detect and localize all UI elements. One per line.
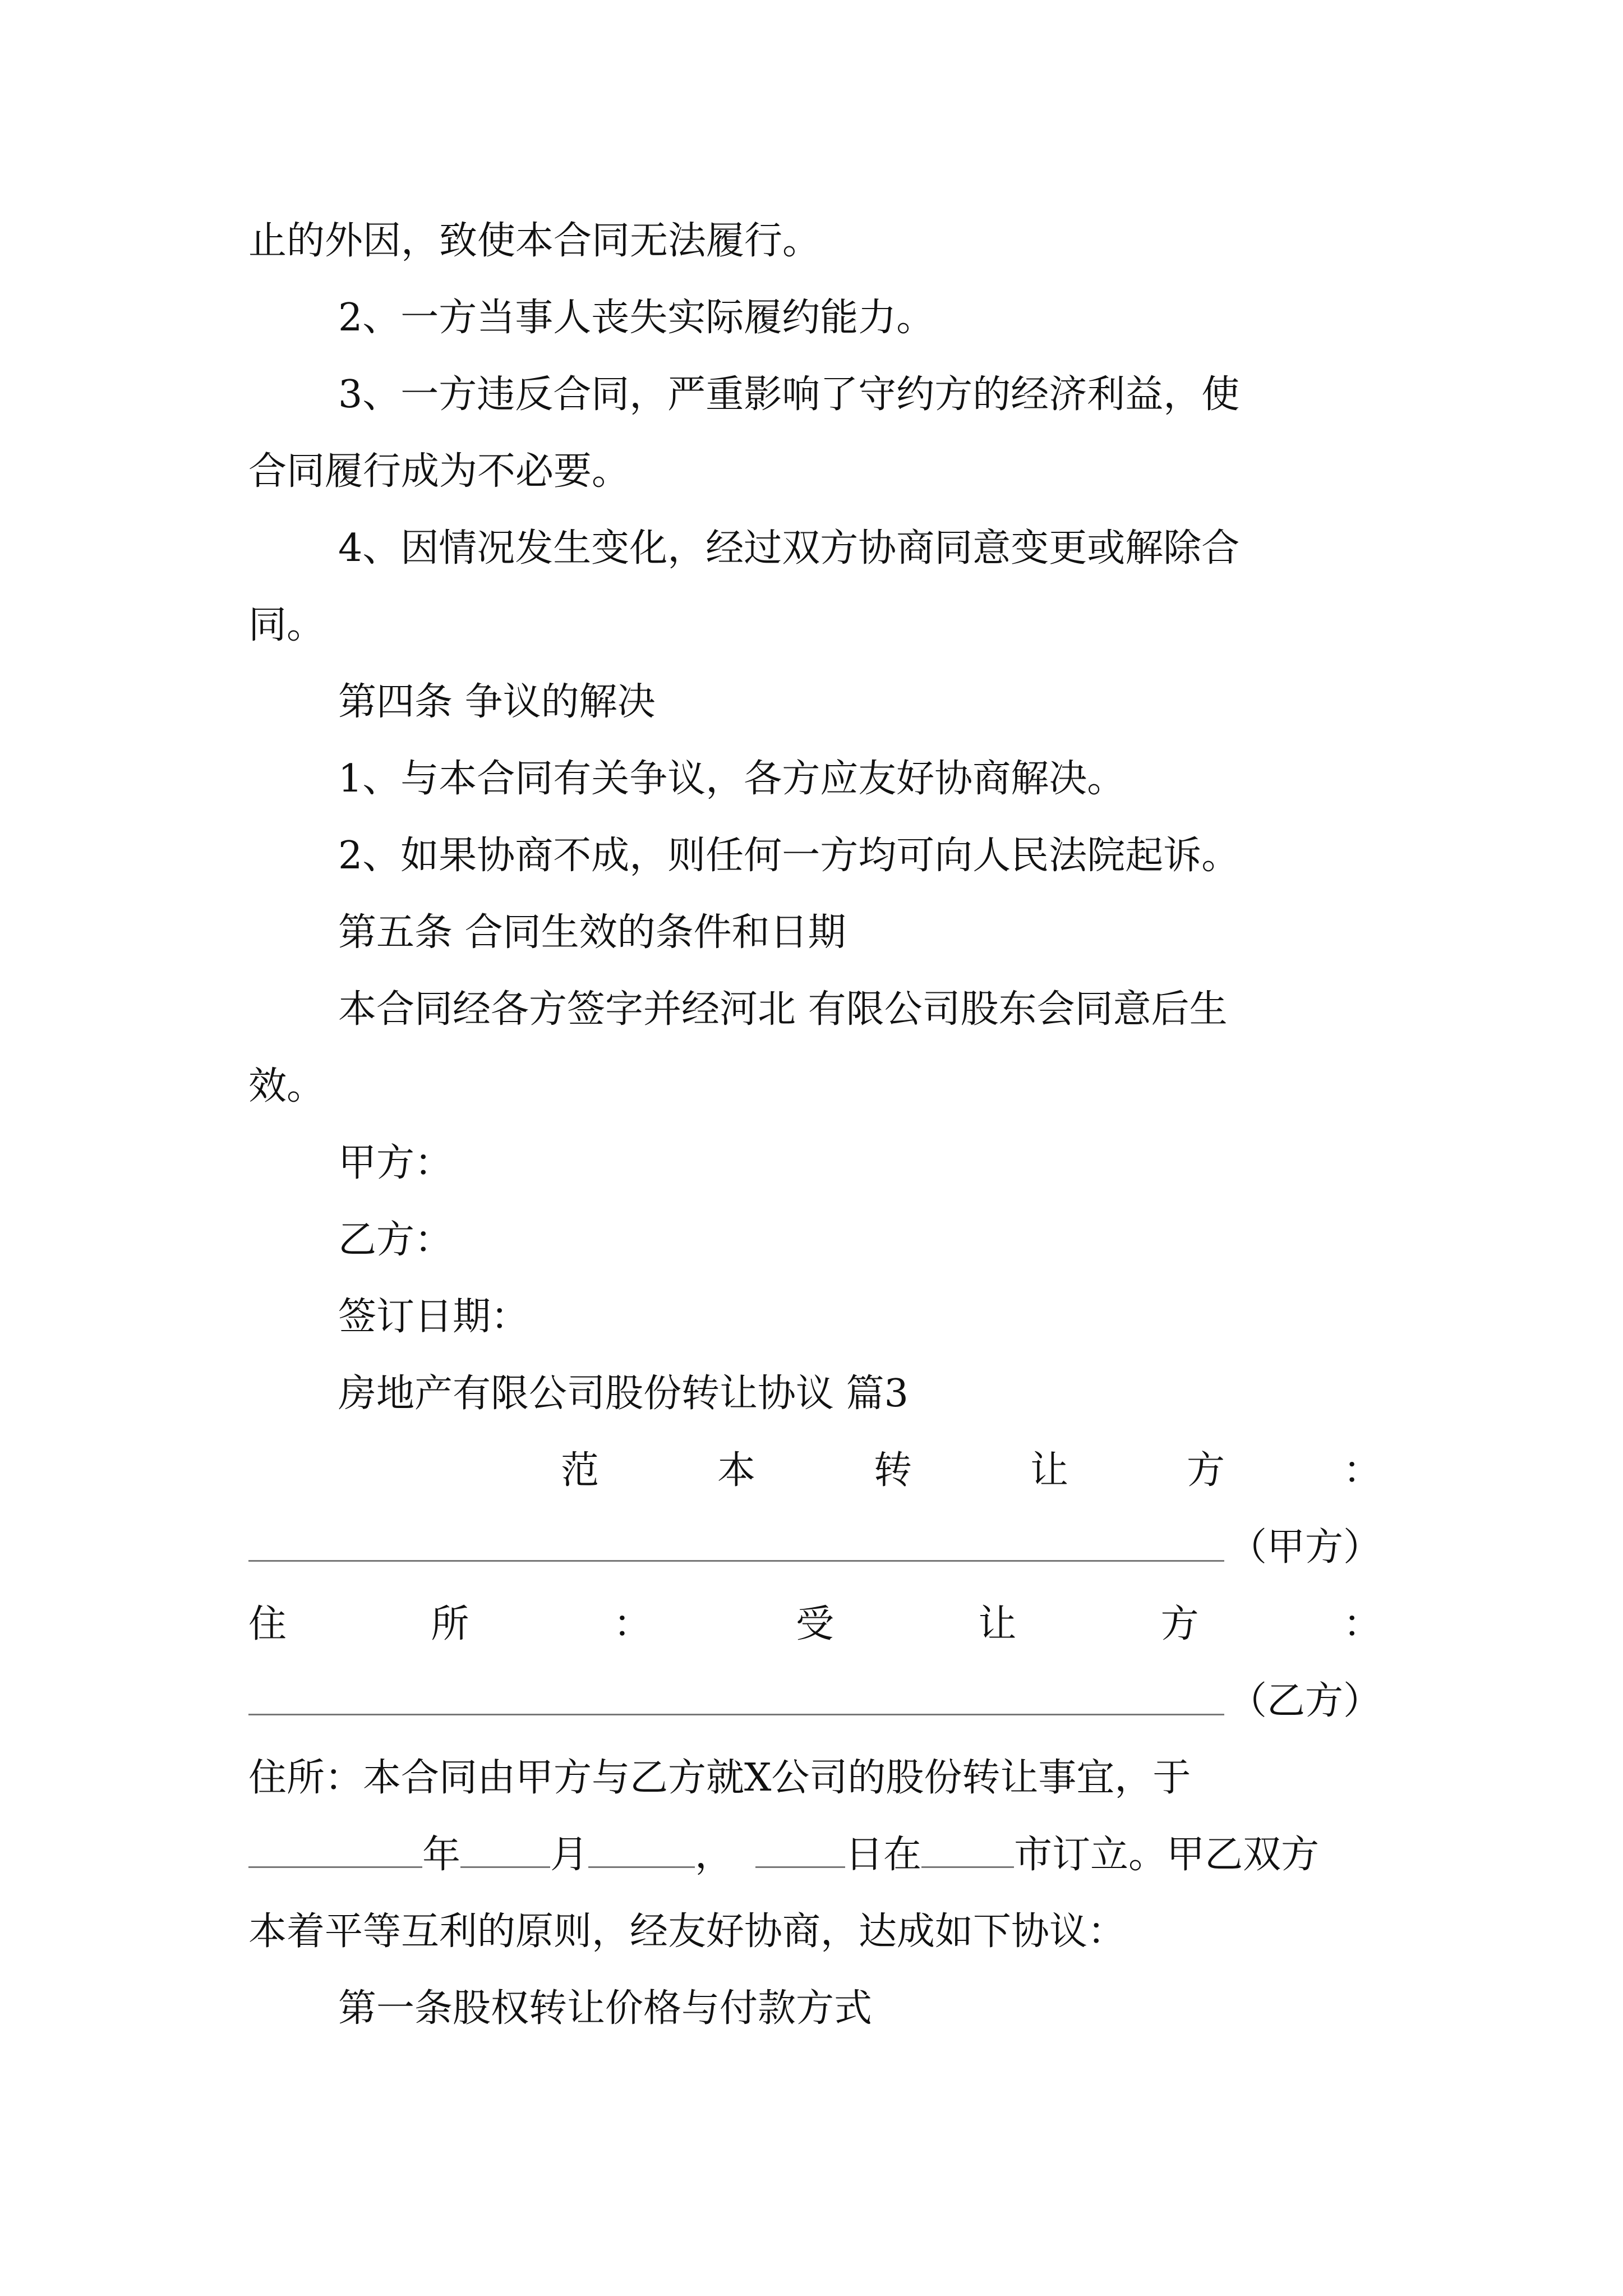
label-char: 住 xyxy=(248,1602,287,1646)
day-at-label: 日在 xyxy=(845,1833,922,1877)
principle-line: 本着平等互利的原则，经友好协商，达成如下协议： xyxy=(248,1910,1126,1954)
party-a-tag: （甲方） xyxy=(1228,1525,1381,1570)
party-a-fill-line xyxy=(248,1520,1381,1576)
party-b-blank xyxy=(248,1714,1224,1715)
label-char: ： xyxy=(613,1602,652,1646)
paragraph-line: 合同履行成为不必要。 xyxy=(248,449,630,494)
label-char: 受 xyxy=(795,1602,834,1646)
signature-party-a: 甲方： xyxy=(338,1141,453,1185)
year-blank xyxy=(248,1866,422,1868)
paragraph-line: 1、与本合同有关争议，各方应友好协商解决。 xyxy=(338,757,1126,801)
paragraph-line: 止的外因，致使本合同无法履行。 xyxy=(248,219,821,263)
party-b-fill-line xyxy=(248,1673,1381,1729)
address-transferee-line xyxy=(248,1596,1381,1653)
section-heading: 第四条 争议的解决 xyxy=(338,680,656,724)
label-char: 转 xyxy=(873,1448,912,1493)
label-char: ： xyxy=(1343,1448,1381,1493)
label-char: 方 xyxy=(1186,1448,1225,1493)
article-one-heading: 第一条股权转让价格与付款方式 xyxy=(338,1986,873,2031)
year-label: 年 xyxy=(422,1833,461,1877)
transferor-label-line xyxy=(561,1443,1381,1499)
agreement-title: 房地产有限公司股份转让协议 篇3 xyxy=(338,1372,909,1416)
month-blank xyxy=(460,1866,550,1868)
label-char: 所 xyxy=(431,1602,469,1646)
paragraph-line: 效。 xyxy=(248,1064,325,1108)
signing-date: 签订日期： xyxy=(338,1295,529,1339)
paragraph-line: 2、一方当事人丧失实际履约能力。 xyxy=(338,296,935,340)
date-comma: ， xyxy=(695,1833,734,1877)
label-char: 让 xyxy=(978,1602,1017,1646)
section-heading: 第五条 合同生效的条件和日期 xyxy=(338,910,846,955)
party-a-blank xyxy=(248,1560,1224,1562)
label-char: ： xyxy=(1343,1602,1381,1646)
paragraph-line: 本合同经各方签字并经河北 有限公司股东会同意后生 xyxy=(338,987,1228,1032)
city-blank xyxy=(921,1866,1014,1868)
intro-line: 住所：本合同由甲方与乙方就X公司的股份转让事宜，于 xyxy=(248,1756,1191,1800)
label-char: 范 xyxy=(561,1448,600,1493)
city-signed-label: 市订立。甲乙双方 xyxy=(1014,1833,1320,1877)
day-blank-1 xyxy=(588,1866,695,1868)
month-label: 月 xyxy=(550,1833,589,1877)
signature-party-b: 乙方： xyxy=(338,1218,453,1262)
date-fill-line xyxy=(248,1827,1381,1883)
paragraph-line: 2、如果协商不成，则任何一方均可向人民法院起诉。 xyxy=(338,834,1240,878)
day-blank-2 xyxy=(755,1866,845,1868)
paragraph-line: 4、因情况发生变化，经过双方协商同意变更或解除合 xyxy=(338,526,1240,570)
paragraph-line: 3、一方违反合同，严重影响了守约方的经济利益，使 xyxy=(338,372,1240,417)
label-char: 本 xyxy=(717,1448,755,1493)
label-char: 方 xyxy=(1160,1602,1199,1646)
paragraph-line: 同。 xyxy=(248,603,325,647)
label-char: 让 xyxy=(1030,1448,1068,1493)
party-b-tag: （乙方） xyxy=(1228,1679,1381,1723)
